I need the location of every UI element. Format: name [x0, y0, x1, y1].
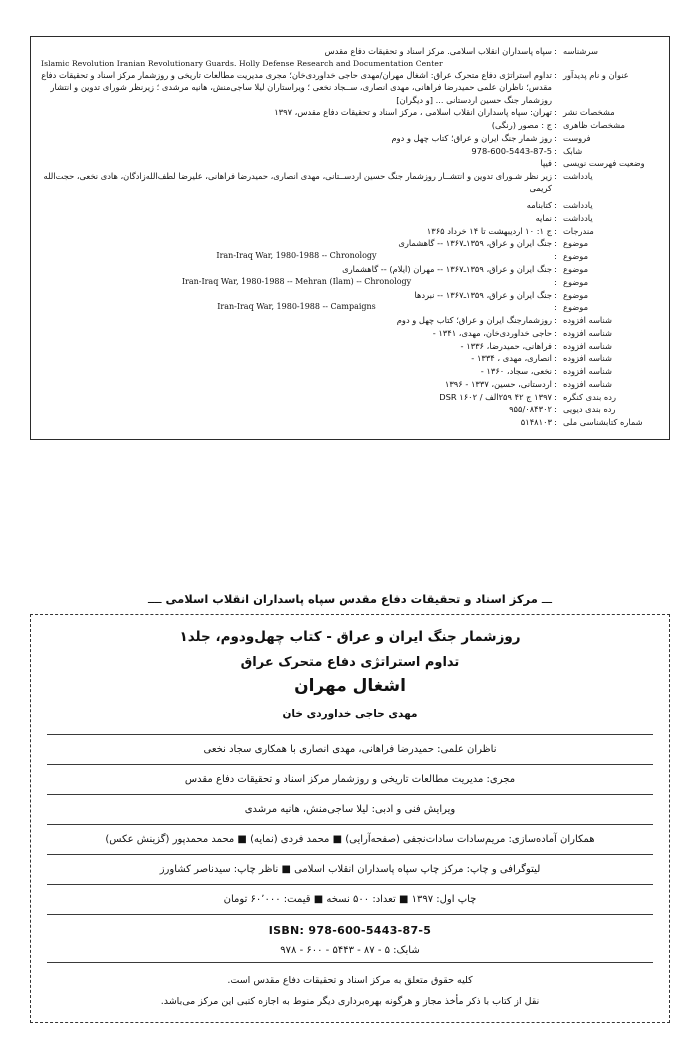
- cip-colon: :: [554, 251, 557, 262]
- cip-colon: :: [554, 315, 557, 326]
- cip-colon: :: [554, 404, 557, 415]
- cip-value: Iran-Iraq War, 1980-1988 -- Chronology: [216, 251, 377, 261]
- divider: [47, 734, 653, 735]
- cip-colon: :: [554, 225, 557, 236]
- cip-cataloguing-block: [30, 36, 670, 440]
- cip-label: شناسه افزوده: [563, 340, 612, 351]
- header-dash-right: ـــ: [541, 592, 552, 606]
- book-author: مهدی حاجی خداوردی خان: [282, 708, 418, 720]
- cip-row: [41, 170, 659, 195]
- divider: [47, 764, 653, 765]
- publisher-header: [30, 592, 670, 606]
- cip-colon: :: [554, 200, 557, 211]
- book-main-title: اشغال مهران: [294, 676, 406, 696]
- cip-row: [41, 69, 659, 106]
- divider: [47, 962, 653, 963]
- cip-value: جنگ ایران و عراق، ۱۳۵۹ـ۱۳۶۷ -- نبردها: [414, 289, 552, 300]
- cip-value: اردستانی، حسین، ۱۳۳۷ - ۱۳۹۶: [444, 378, 552, 389]
- cip-row: [41, 314, 659, 326]
- cip-colon: :: [554, 212, 557, 223]
- cip-value: روز شمار جنگ ایران و عراق؛ کتاب چهل و دوم: [391, 132, 552, 143]
- cip-row: [41, 263, 659, 275]
- cip-colon: :: [554, 366, 557, 377]
- cip-value: ۵۱۴۸۱۰۳: [520, 417, 552, 428]
- cip-label: وضعیت فهرست نویسی: [563, 158, 645, 169]
- cip-label: یادداشت: [563, 200, 593, 211]
- cip-label: موضوع: [563, 263, 589, 274]
- cip-row: [41, 327, 659, 339]
- cip-colon: :: [554, 46, 557, 56]
- copyright-line-1: کلیه حقوق متعلق به مرکز اسناد و تحقیقات دفاع مقدس است.: [227, 975, 473, 986]
- copyright-line-2: نقل از کتاب با ذکر مأخذ مجاز و هرگونه بهره‌برداری دیگر منوط به اجازه کتبی این مرکز می‌باشد.: [160, 996, 540, 1008]
- cip-label: مشخصات ظاهری: [563, 120, 625, 131]
- cip-label: موضوع: [563, 251, 589, 262]
- cip-value: تداوم استراتژی دفاع متحرک عراق: اشغال مهران/مهدی حاجی خداوردی‌خان؛ مجری مدیریت مطالعات تاریخی و روزشمار مرکز اسناد و تحقیقات دفاع مقدس؛ ناظران علمی حمیدرضا فراهانی، مهدی انصاری، ســجاد نخعی ؛ ویراستاران لیلا ساجی‌منش، هانیه مرشدی ؛ زیرنظر شورای تدوین و انتشار روزشمار جنگ حسین اردستانی ... [و دیگران]: [41, 70, 552, 105]
- cip-value: ج : مصور (رنگی): [491, 120, 552, 131]
- editing-credit: ویرایش فنی و ادبی: لیلا ساجی‌منش، هانیه مرشدی: [244, 804, 456, 815]
- cip-colon: :: [554, 417, 557, 428]
- cip-label: فروست: [563, 132, 591, 143]
- divider: [47, 794, 653, 795]
- cip-value: انصاری، مهدی ، ۱۳۳۴ -: [471, 353, 552, 364]
- cip-label: یادداشت: [563, 212, 593, 223]
- cip-label: شناسه افزوده: [563, 366, 612, 377]
- cip-value: زیر نظر شـورای تدوین و انتشــار روزشمار جنگ حسین اردســتانی، مهدی انصاری، حمیدرضا فراهانی، علیرضا لطف‌الله‌زادگان، هادی نخعی، حجت‌الله کریمی: [43, 171, 552, 194]
- cip-value: ۱۳۹۷ ج ۴۲ ۲۵۹الف / ۱۶۰۲ DSR: [439, 391, 552, 402]
- cip-label: موضوع: [563, 289, 589, 300]
- cip-row: [41, 45, 659, 57]
- cip-label: موضوع: [563, 302, 589, 313]
- series-title: روزشمار جنگ ایران و عراق - کتاب چهل‌ودوم، جلد۱: [179, 629, 521, 645]
- cip-colon: :: [554, 107, 557, 118]
- cip-colon: :: [554, 70, 557, 80]
- cip-colon: :: [554, 391, 557, 402]
- cip-value: نمایه: [535, 212, 552, 223]
- cip-row: [41, 119, 659, 131]
- cip-value: تهران: سپاه پاسداران انقلاب اسلامی ، مرکز اسناد و تحقیقات دفاع مقدس، ۱۳۹۷: [274, 107, 552, 118]
- cip-row: [41, 145, 659, 157]
- cip-value-latin: Islamic Revolution Iranian Revolutionary Guards. Holly Defense Research and Documentation Center: [41, 58, 443, 68]
- cip-label: شناسه افزوده: [563, 327, 612, 338]
- cip-row: [41, 340, 659, 352]
- cip-row: [41, 276, 659, 288]
- cip-value: ج ۱: ۱۰ اردیبهشت تا ۱۴ خرداد ۱۳۶۵: [426, 225, 552, 236]
- header-dash-left: ــــ: [148, 592, 162, 606]
- divider: [47, 854, 653, 855]
- cip-colon: :: [554, 289, 557, 300]
- cip-label: شماره کتابشناسی ملی: [563, 417, 643, 428]
- cip-row: [41, 157, 659, 169]
- title-page: [30, 592, 670, 1023]
- cip-label: رده بندی کنگره: [563, 391, 616, 402]
- cip-colon: :: [554, 276, 557, 287]
- cip-row: [41, 301, 659, 313]
- cip-row: [41, 289, 659, 301]
- cip-row: [41, 250, 659, 262]
- cip-label: سرشناسه: [563, 46, 598, 56]
- litography-and-print: لیتوگرافی و چاپ: مرکز چاپ سپاه پاسداران انقلاب اسلامی ■ ناظر چاپ: سیدناصر کشاورز: [159, 864, 541, 875]
- print-info: چاپ اول: ۱۳۹۷ ■ تعداد: ۵۰۰ نسخه ■ قیمت: ۶۰٬۰۰۰ تومان: [223, 894, 477, 905]
- title-box: [30, 614, 670, 1023]
- cip-colon: :: [554, 340, 557, 351]
- cip-label: یادداشت: [563, 171, 593, 182]
- cip-colon: :: [554, 145, 557, 156]
- cip-colon: :: [554, 302, 557, 313]
- cip-label: موضوع: [563, 238, 589, 249]
- cip-value-isbn: 978-600-5443-87-5: [471, 145, 552, 156]
- cip-value: جنگ ایران و عراق، ۱۳۵۹ـ۱۳۶۷ -- گاهشماری: [398, 238, 552, 249]
- cip-label: شناسه افزوده: [563, 315, 612, 326]
- cip-colon: :: [554, 327, 557, 338]
- cip-colon: :: [554, 158, 557, 169]
- cip-colon: :: [554, 171, 557, 182]
- cip-colon: :: [554, 378, 557, 389]
- cip-colon: :: [554, 132, 557, 143]
- cip-value: نخعی، سجاد، ۱۳۶۰ -: [480, 366, 552, 377]
- cip-row: [41, 132, 659, 144]
- cip-row: [41, 199, 659, 211]
- cip-row: [41, 352, 659, 364]
- cip-row: [41, 365, 659, 377]
- divider: [47, 914, 653, 915]
- cip-value: سپاه پاسداران انقلاب اسلامی. مرکز اسناد و تحقیقات دفاع مقدس: [324, 46, 552, 56]
- cip-value: فیپا: [540, 158, 552, 169]
- cip-label: مندرجات: [563, 225, 594, 236]
- cip-row: [41, 391, 659, 403]
- cip-colon: :: [554, 120, 557, 131]
- shabak-line: شابک: ۵ - ۸۷ - ۵۴۴۳ - ۶۰۰ - ۹۷۸: [280, 945, 420, 956]
- scientific-supervisors: ناظران علمی: حمیدرضا فراهانی، مهدی انصاری با همکاری سجاد نخعی: [203, 744, 497, 755]
- divider: [47, 824, 653, 825]
- publisher-name: مرکز اسناد و تحقیقات دفاع مقدس سپاه پاسداران انقلاب اسلامی: [165, 592, 538, 606]
- preparation-collaborators: همکاران آماده‌سازی: مریم‌سادات سادات‌نجفی (صفحه‌آرایی) ■ محمد فردی (نمایه) ■ محمد محمدپور (گزینش عکس): [105, 834, 595, 845]
- cip-row: [41, 212, 659, 224]
- cip-row: [41, 225, 659, 237]
- cip-label: مشخصات نشر: [563, 107, 615, 118]
- cip-value: ۹۵۵/۰۸۴۳۰۲: [509, 404, 552, 415]
- cip-value: جنگ ایران و عراق، ۱۳۵۹ـ۱۳۶۷ -- مهران (ایلام) -- گاهشماری: [342, 263, 552, 274]
- cip-colon: :: [554, 263, 557, 274]
- cip-label: رده بندی دیویی: [563, 404, 616, 415]
- divider: [47, 884, 653, 885]
- cip-row: [41, 416, 659, 428]
- cip-row: [41, 237, 659, 249]
- cip-label: شناسه افزوده: [563, 353, 612, 364]
- cip-label: شناسه افزوده: [563, 378, 612, 389]
- cip-value: روزشمارجنگ ایران و عراق؛ کتاب چهل و دوم: [396, 315, 552, 326]
- cip-colon: :: [554, 353, 557, 364]
- cip-value: Iran-Iraq War, 1980-1988 -- Mehran (Ilam) -- Chronology: [181, 276, 412, 286]
- cip-row: [41, 378, 659, 390]
- cip-row: [41, 403, 659, 415]
- cip-colon: :: [554, 238, 557, 249]
- cip-label: شابک: [563, 145, 583, 156]
- cip-row: [41, 106, 659, 118]
- cip-label: موضوع: [563, 276, 589, 287]
- cip-value: کتابنامه: [526, 200, 552, 211]
- isbn-line: ISBN: 978-600-5443-87-5: [268, 924, 432, 937]
- cip-value: حاجی خداوردی‌خان، مهدی، ۱۳۴۱ -: [432, 327, 552, 338]
- book-subtitle: تداوم استراتژی دفاع متحرک عراق: [240, 655, 460, 670]
- executor: مجری: مدیریت مطالعات تاریخی و روزشمار مرکز اسناد و تحقیقات دفاع مقدس: [184, 774, 516, 785]
- cip-value: فراهانی، حمیدرضا، ۱۳۳۶ -: [460, 340, 552, 351]
- cip-label: عنوان و نام پدیدآور: [563, 70, 629, 80]
- cip-value: Iran-Iraq War, 1980-1988 -- Campaigns: [217, 302, 376, 312]
